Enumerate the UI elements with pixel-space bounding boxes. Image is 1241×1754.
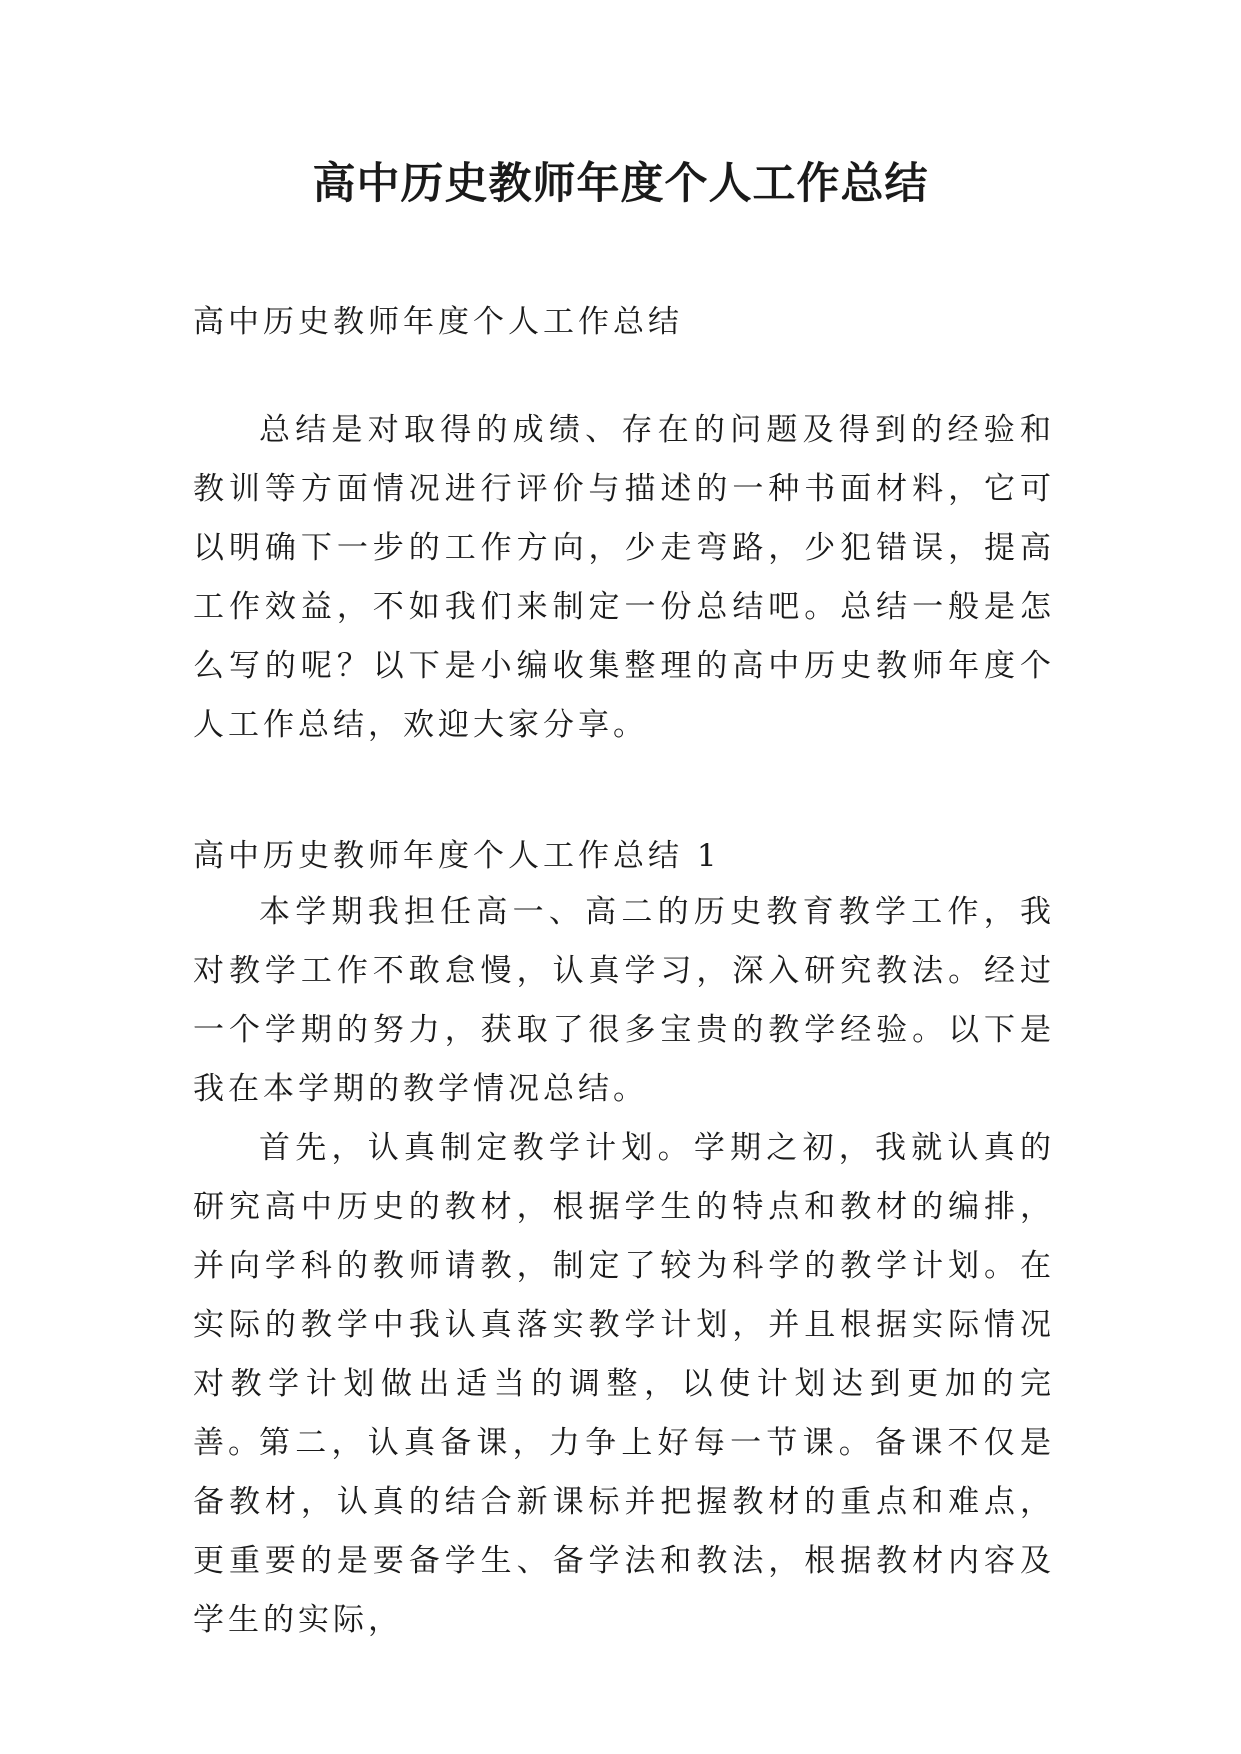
- body-paragraph: 第二，认真备课，力争上好每一节课。备课不仅是备教材，认真的结合新课标并把握教材的重点和难点，更重要的是要备学生、备学法和教法，根据教材内容及学生的实际，: [193, 1425, 1055, 1638]
- document-title: 高中历史教师年度个人工作总结: [312, 159, 929, 209]
- intro-paragraph: 总结是对取得的成绩、存在的问题及得到的经验和教训等方面情况进行评价与描述的一种书面材料，它可以明确下一步的工作方向，少走弯路，少犯错误，提高工作效益，不如我们来制定一份总结吧。总结一般是怎么写的呢？以下是小编收集整理的高中历史教师年度个人工作总结，欢迎大家分享。: [193, 412, 1055, 743]
- body-paragraph: 首先，认真制定教学计划。学期之初，我就认真的研究高中历史的教材，根据学生的特点和教材的编排，并向学科的教师请教，制定了较为科学的教学计划。在实际的教学中我认真落实教学计划，并且根据实际情况对教学计划做出适当的调整，以使计划达到更加的完善。: [193, 1130, 1055, 1461]
- body-paragraph: 本学期我担任高一、高二的历史教育教学工作，我对教学工作不敢怠慢，认真学习，深入研究教法。经过一个学期的努力，获取了很多宝贵的教学经验。以下是我在本学期的教学情况总结。: [193, 894, 1055, 1107]
- section-heading: 高中历史教师年度个人工作总结 1: [193, 838, 721, 874]
- document-subtitle: 高中历史教师年度个人工作总结: [193, 304, 683, 340]
